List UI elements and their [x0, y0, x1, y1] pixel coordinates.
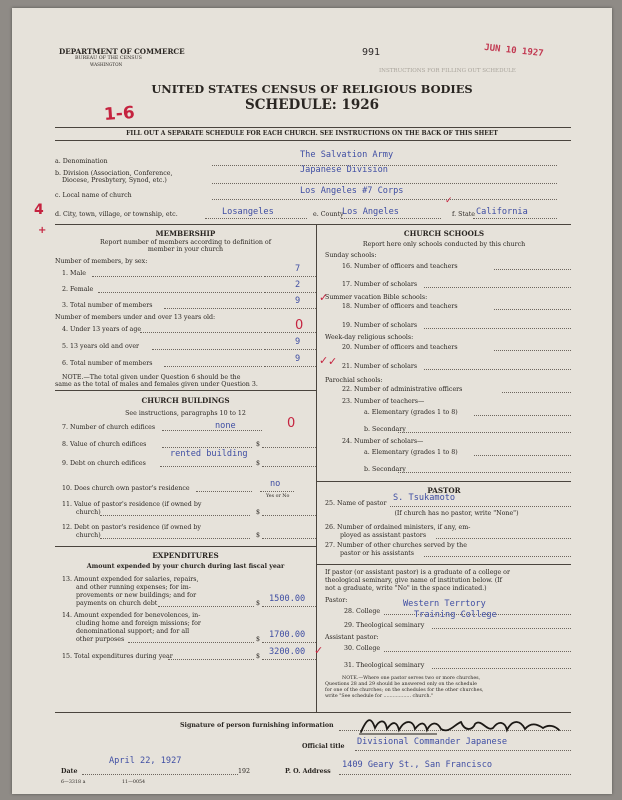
q9-label: 9. Debt on church edifices — [62, 460, 146, 467]
total-members-q6: 9 — [295, 354, 301, 364]
assistant-pastor-sublabel: Assistant pastor: — [325, 634, 379, 641]
county-label: e. County — [313, 211, 344, 218]
q6-label: 6. Total number of members — [62, 360, 153, 367]
membership-intro-1: Report number of members according to definition of — [99, 239, 272, 246]
rule — [316, 564, 571, 565]
q14-line-4: other purposes — [76, 636, 125, 643]
department-label: DEPARTMENT OF COMMERCE — [59, 47, 185, 56]
q5-label: 5. 13 years old and over — [62, 343, 140, 350]
pastor-college-line1: Western Terrtory — [403, 599, 486, 609]
q30-label: 30. College — [344, 645, 381, 652]
graduate-note-1: If pastor (or assistant pastor) is a graduate of a college or — [325, 569, 510, 576]
column-divider — [316, 224, 317, 712]
expenditures-title: EXPENDITURES — [152, 551, 219, 560]
dollar-sign: $ — [256, 600, 261, 607]
rule — [316, 481, 571, 482]
expenditures-intro: Amount expended by your church during last fiscal year — [86, 563, 285, 570]
church-edifices-value: rented building — [170, 449, 248, 459]
separate-schedule-instruction: FILL OUT A SEPARATE SCHEDULE FOR EACH CHURCH. SEE INSTRUCTIONS ON THE BACK OF THIS SHEET — [126, 130, 498, 137]
q19-label: 19. Number of scholars — [342, 322, 418, 329]
state-label: f. State — [452, 211, 475, 218]
rule — [55, 140, 571, 141]
running-expenses-amount: 1500.00 — [269, 594, 306, 604]
schools-title: CHURCH SCHOOLS — [403, 229, 485, 238]
pastor-sublabel: Pastor: — [325, 597, 348, 604]
q13-line-4: payments on church debt — [76, 600, 158, 607]
summer-schools-label: Summer vacation Bible schools: — [325, 294, 428, 301]
q29-label: 29. Theological seminary — [344, 622, 425, 629]
county-value: Los Angeles — [342, 207, 399, 217]
dollar-sign: $ — [256, 509, 261, 516]
local-name-label: c. Local name of church — [55, 192, 132, 199]
membership-intro-2: member in your church — [147, 246, 224, 253]
pastor-title: PASTOR — [427, 486, 461, 495]
division-label-line2: Diocese, Presbytery, Synod, etc.) — [62, 177, 167, 184]
membership-title: MEMBERSHIP — [155, 229, 216, 238]
dollar-sign: $ — [256, 653, 261, 660]
pen-mark-side: 4 — [34, 202, 44, 218]
male-count: 7 — [295, 264, 301, 274]
sunday-schools-label: Sunday schools: — [325, 252, 377, 259]
q23-label: 23. Number of teachers— — [342, 398, 425, 405]
over-13-count: 9 — [295, 337, 301, 347]
pastor-note-2: Questions 28 and 29 should be answered only on the schedule — [325, 682, 477, 687]
pastor-note-4: write "See schedule for .................. church." — [325, 694, 434, 699]
census-schedule-sheet — [12, 8, 612, 794]
q15-label: 15. Total expenditures during year — [62, 653, 173, 660]
rule — [55, 224, 571, 225]
dollar-sign: $ — [256, 532, 261, 539]
denomination-value: The Salvation Army — [300, 150, 394, 160]
q18-label: 18. Number of officers and teachers — [342, 303, 458, 310]
q22-label: 22. Number of administrative officers — [342, 386, 463, 393]
official-title-value: Divisional Commander Japanese — [357, 737, 508, 747]
bureau-label: BUREAU OF THE CENSUS — [75, 56, 142, 61]
q23b-label: b. Secondary — [364, 426, 406, 433]
q28-label: 28. College — [344, 608, 381, 615]
q26-label-1: 26. Number of ordained ministers, if any, em- — [325, 524, 471, 531]
q31-label: 31. Theological seminary — [344, 662, 425, 669]
faint-back-text: INSTRUCTIONS FOR FILLING OUT SCHEDULE — [379, 68, 516, 74]
dollar-sign: $ — [256, 460, 261, 467]
city-label: d. City, town, village, or township, etc. — [55, 211, 178, 218]
date-value: April 22, 1927 — [109, 756, 182, 766]
pen-cross-mark: + — [38, 225, 47, 236]
pastor-college-line2: Training College — [414, 610, 497, 620]
rule — [55, 546, 316, 547]
city-label: WASHINGTON — [90, 62, 123, 67]
q26-label-2: ployed as assistant pastors — [340, 532, 427, 539]
official-title-label: Official title — [302, 743, 345, 750]
form-title: UNITED STATES CENSUS OF RELIGIOUS BODIES — [151, 82, 473, 96]
q20-label: 20. Number of officers and teachers — [342, 344, 458, 351]
pastor-note-1: NOTE.—Where one pastor serves two or more churches, — [342, 676, 481, 681]
q14-line-2: cluding home and foreign missions; for — [76, 620, 201, 627]
buildings-intro: See instructions, paragraphs 10 to 12 — [125, 410, 246, 417]
division-value: Japanese Division — [300, 165, 388, 175]
graduate-note-2: theological seminary, give name of institution below. (If — [325, 577, 503, 584]
weekday-schools-label: Week-day religious schools: — [325, 334, 414, 341]
age-groups-label: Number of members under and over 13 years old: — [55, 314, 216, 321]
q17-label: 17. Number of scholars — [342, 281, 418, 288]
q8-label: 8. Value of church edifices — [62, 441, 147, 448]
q24b-label: b. Secondary — [364, 466, 406, 473]
pen-mark-top: 1-6 — [103, 102, 136, 126]
q24-label: 24. Number of scholars— — [342, 438, 424, 445]
rule — [55, 127, 571, 128]
q23a-label: a. Elementary (grades 1 to 8) — [364, 409, 458, 416]
q13-line-2: and other running expenses; for im- — [76, 584, 191, 591]
state-value: California — [476, 207, 528, 217]
buildings-title: CHURCH BUILDINGS — [141, 396, 230, 405]
city-value: Losangeles — [222, 207, 274, 217]
dollar-sign: $ — [256, 441, 261, 448]
total-members-q3: 9 — [295, 296, 301, 306]
pen-check-mark: ✓ — [314, 644, 324, 657]
church-edifices-pen-count: 0 — [287, 416, 296, 431]
date-label: Date — [61, 768, 78, 775]
q12-label-1: 12. Debt on pastor's residence (if owned by — [62, 524, 201, 531]
membership-note-2: same as the total of males and females given under Question 3. — [55, 381, 258, 388]
po-address-value: 1409 Geary St., San Francisco — [342, 760, 493, 770]
membership-note-1: NOTE.—The total given under Question 6 should be the — [62, 374, 241, 381]
q27-label-1: 27. Number of other churches served by the — [325, 542, 467, 549]
schools-intro: Report here only schools conducted by this church — [362, 241, 526, 248]
denomination-label: a. Denomination — [55, 158, 108, 165]
benevolences-amount: 1700.00 — [269, 630, 306, 640]
q14-line-1: 14. Amount expended for benevolences, in- — [62, 612, 201, 619]
division-label-line1: b. Division (Association, Conference, — [55, 170, 173, 177]
pen-check-mark: ✓ — [319, 291, 329, 304]
q12-label-2: church) — [76, 532, 101, 539]
pastor-note-3: for one of the churches; on the schedules for the other churches, — [325, 688, 484, 693]
q1-label: 1. Male — [62, 270, 86, 277]
pastor-name-value: S. Tsukamoto — [393, 493, 456, 503]
print-number: 11—0054 — [122, 780, 146, 785]
owns-residence-value: no — [270, 479, 281, 489]
q25-label: 25. Name of pastor — [325, 500, 387, 507]
under-13-count: 0 — [295, 318, 304, 333]
total-expenditures-amount: 3200.00 — [269, 647, 306, 657]
q16-label: 16. Number of officers and teachers — [342, 263, 458, 270]
pen-check-mark: ✓ — [319, 354, 329, 367]
q7-label: 7. Number of church edifices — [62, 424, 156, 431]
dollar-sign: $ — [256, 636, 261, 643]
q10-label: 10. Does church own pastor's residence — [62, 485, 190, 492]
yes-or-no-hint: Yes or No — [266, 494, 290, 499]
q21-label: 21. Number of scholars — [342, 363, 418, 370]
form-number: 6—3318 a — [61, 780, 86, 785]
pen-check-mark: ✓ — [328, 355, 338, 368]
q4-label: 4. Under 13 years of age — [62, 326, 142, 333]
q24a-label: a. Elementary (grades 1 to 8) — [364, 449, 458, 456]
q11-label-1: 11. Value of pastor's residence (if owned by — [62, 501, 202, 508]
q13-line-3: provements or new buildings; and for — [76, 592, 197, 599]
members-by-sex-label: Number of members, by sex: — [55, 258, 148, 265]
q27-label-2: pastor or his assistants — [340, 550, 415, 557]
q25-note: (If church has no pastor, write "None") — [394, 510, 519, 517]
received-date-stamp: JUN 10 1927 — [483, 42, 544, 60]
q13-line-1: 13. Amount expended for salaries, repairs, — [62, 576, 199, 583]
local-name-value: Los Angeles #7 Corps — [300, 186, 404, 196]
pen-check-mark: ✓ — [445, 196, 453, 206]
q14-line-3: denominational support; and for all — [76, 628, 190, 635]
form-subtitle: SCHEDULE: 1926 — [244, 97, 380, 113]
q2-label: 2. Female — [62, 286, 94, 293]
q11-label-2: church) — [76, 509, 101, 516]
po-address-label: P. O. Address — [285, 768, 331, 775]
q3-label: 3. Total number of members — [62, 302, 153, 309]
graduate-note-3: not a graduate, write "No" in the space indicated.) — [325, 585, 487, 592]
female-count: 2 — [295, 280, 301, 290]
church-edifices-count: none — [215, 421, 236, 431]
schedule-number: 991 — [362, 47, 381, 58]
rule — [55, 390, 316, 391]
parochial-schools-label: Parochial schools: — [325, 377, 383, 384]
year-suffix: 192 — [238, 768, 251, 775]
handwritten-signature — [357, 712, 562, 738]
signature-label: Signature of person furnishing information — [180, 722, 334, 729]
